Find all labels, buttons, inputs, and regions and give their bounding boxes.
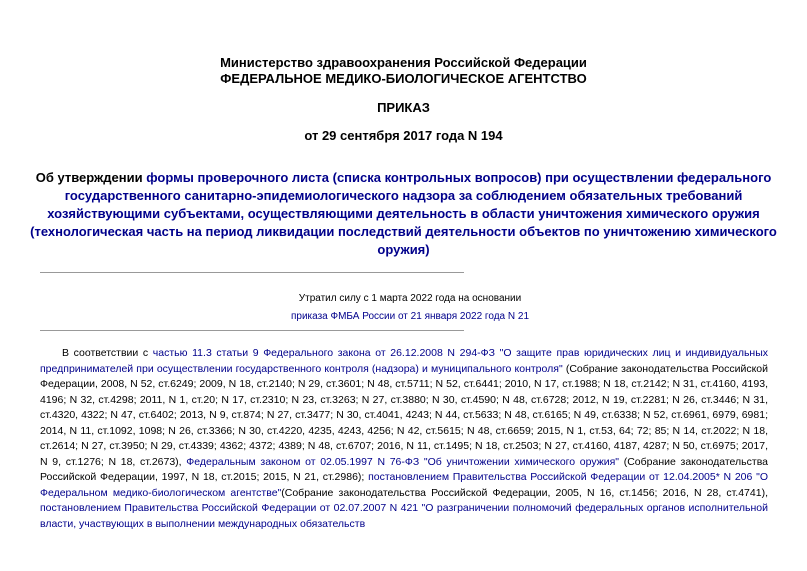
body-text-4: (Собрание законодательства Российской Федерации, 2005, N 16, ст.1456; 2016, N 28, ст.4741), (281, 486, 768, 499)
body-paragraph (40, 346, 768, 532)
document-date: от 29 сентября 2017 года N 194 (304, 128, 503, 143)
document-title (30, 169, 777, 259)
body-text-1: В соответствии с (62, 347, 153, 359)
law-294-link[interactable]: частью 11.3 статьи 9 Федерального закона от 26.12.2008 N 294-ФЗ "О защите прав юридических лиц и индивидуальных предпринимателей при осуществлении государственного контроля (надзора) и муниципального контроля" (40, 347, 769, 375)
law-76-link[interactable]: Федеральным законом от 02.05.1997 N 76-ФЗ "Об уничтожении химического оружия" (186, 455, 620, 468)
agency-name: ФЕДЕРАЛЬНОЕ МЕДИКО-БИОЛОГИЧЕСКОЕ АГЕНТСТВО (220, 71, 587, 86)
title-form-link[interactable]: формы проверочного листа (списка контрольных вопросов) при осуществлении федерального государственного санитарно-эпидемиологического надзора за соблюдением обязательных требований хозяйствующими субъектами, осуществляющими деятельность в области уничтожения химического оружия (технологическая часть на период ликвидации последствий деятельности объектов по уничтожению химического оружия) (30, 170, 777, 257)
status-notice (230, 290, 590, 326)
decree-206-link[interactable]: постановлением Правительства Российской Федерации от 12.04.2005* N 206 "О Федеральном медико-биологическом агентстве" (40, 471, 768, 499)
decree-421-link[interactable]: постановлением Правительства Российской Федерации от 02.07.2007 N 421 "О разграничении полномочий федеральных органов исполнительной власти, участвующих в выполнении международных обязательств (40, 502, 768, 530)
title-prefix: Об утверждении (35, 170, 147, 185)
document-type: ПРИКАЗ (377, 100, 430, 115)
body-text-3: (Собрание законодательства Российской Федерации, 1997, N 18, ст.2015; 2015, N 21, ст.2986); (40, 455, 768, 483)
divider-top (40, 272, 464, 273)
status-order-link[interactable]: приказа ФМБА России от 21 января 2022 года N 21 (290, 311, 530, 322)
ministry-name: Министерство здравоохранения Российской Федерации (220, 55, 587, 70)
divider-bottom (40, 330, 464, 331)
body-text-2: (Собрание законодательства Российской Федерации, 2008, N 52, ст.6249; 2009, N 18, ст.2140; N 29, ст.3601; N 48, ст.5711; N 52, ст.6441; 2010, N 17, ст.1988; N 18, ст.2142; N 31, ст.4160, 4193, 4196; N 32, ст.4298; 2011, N 1, ст.20; N 17, ст.2310; N 23, ст.3263; N 27, ст.3880; N 30, ст.4590; N 48, ст.6728; 2012, N 19, ст.2281; N 26, ст.3446; N 31, ст.4320, 4322; N 47, ст.6402; 2013, N 9, ст.874; N 27, ст.3477; N 30, ст.4041, 4243; N 44, ст.5633; N 48, ст.6165; N 49, ст.6338; N 52, ст.6961, 6979, 6981; 2014, N 11, ст.1092, 1098; N 26, ст.3366; N 30, ст.4220, 4235, 4243, 4256; N 42, ст.5615; N 48, ст.6659; 2015, N 1, ст.53, 64; 72; 85; N 14, ст.2022; N 18, ст.2614; N 27, ст.3950; N 29, ст.4339; 4362; 4372; 4389; N 48, ст.6707; 2016, N 11, ст.1495; N 18, ст.2503; N 27, ст.4160, 4187, 4287; N 50, ст.6975; 2017, N 9, ст.1276; N 18, ст.2673), (40, 362, 768, 468)
status-text: Утратил силу с 1 марта 2022 года на основании (298, 293, 522, 304)
